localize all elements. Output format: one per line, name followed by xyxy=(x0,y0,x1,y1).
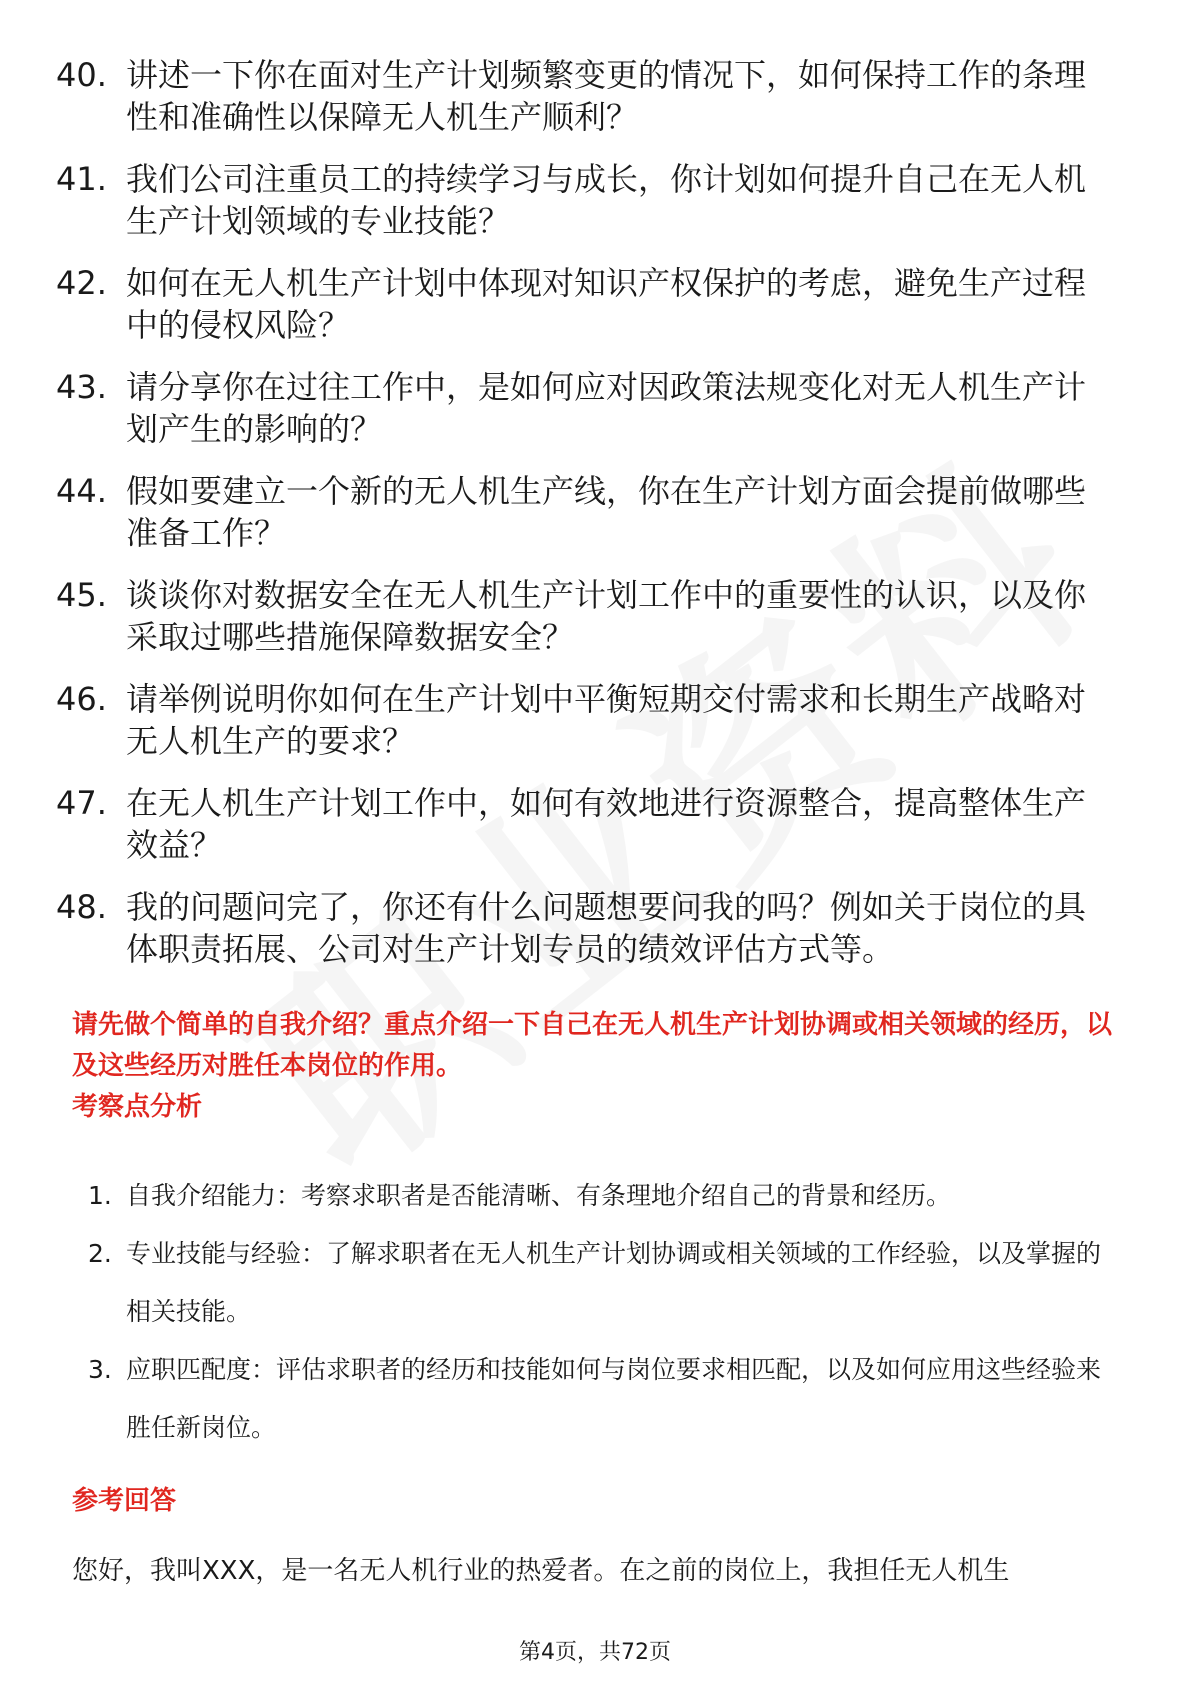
featured-question: 请先做个简单的自我介绍？重点介绍一下自己在无人机生产计划协调或相关领域的经历，以及这些经历对胜任本岗位的作用。 xyxy=(72,1010,1113,1081)
question-number: 46. xyxy=(56,680,107,718)
question-list xyxy=(56,54,1116,990)
analysis-text: 专业技能与经验：了解求职者在无人机生产计划协调或相关领域的工作经验，以及掌握的相关技能。 xyxy=(126,1239,1102,1326)
reference-answer: 您好，我叫XXX，是一名无人机行业的热爱者。在之前的岗位上，我担任无人机生 xyxy=(72,1556,1010,1586)
question-text: 我的问题问完了，你还有什么问题想要问我的吗？例如关于岗位的具体职责拓展、公司对生产计划专员的绩效评估方式等。 xyxy=(126,888,1087,968)
question-text: 请分享你在过往工作中，是如何应对因政策法规变化对无人机生产计划产生的影响的？ xyxy=(126,368,1087,448)
analysis-text: 自我介绍能力：考察求职者是否能清晰、有条理地介绍自己的背景和经历。 xyxy=(126,1181,952,1210)
question-text: 我们公司注重员工的持续学习与成长，你计划如何提升自己在无人机生产计划领域的专业技能？ xyxy=(126,160,1087,240)
question-number: 45. xyxy=(56,576,107,614)
analysis-item xyxy=(88,1167,1118,1225)
question-text: 假如要建立一个新的无人机生产线，你在生产计划方面会提前做哪些准备工作？ xyxy=(126,472,1087,552)
question-text: 请举例说明你如何在生产计划中平衡短期交付需求和长期生产战略对无人机生产的要求？ xyxy=(126,680,1087,760)
question-item xyxy=(56,678,1116,762)
question-number: 48. xyxy=(56,888,107,926)
question-text: 讲述一下你在面对生产计划频繁变更的情况下，如何保持工作的条理性和准确性以保障无人机生产顺利？ xyxy=(126,56,1087,136)
page-footer: 第4页，共72页 xyxy=(519,1640,671,1665)
question-item xyxy=(56,470,1116,554)
analysis-number: 2. xyxy=(88,1239,112,1268)
question-number: 43. xyxy=(56,368,107,406)
question-number: 40. xyxy=(56,56,107,94)
question-number: 47. xyxy=(56,784,107,822)
analysis-list xyxy=(88,1167,1118,1457)
question-item xyxy=(56,574,1116,658)
question-number: 44. xyxy=(56,472,107,510)
question-item xyxy=(56,158,1116,242)
analysis-heading: 考察点分析 xyxy=(72,1092,203,1122)
question-item xyxy=(56,782,1116,866)
analysis-text: 应职匹配度：评估求职者的经历和技能如何与岗位要求相匹配，以及如何应用这些经验来胜任新岗位。 xyxy=(126,1355,1102,1442)
analysis-item xyxy=(88,1225,1118,1341)
analysis-number: 1. xyxy=(88,1181,112,1210)
question-text: 如何在无人机生产计划中体现对知识产权保护的考虑，避免生产过程中的侵权风险？ xyxy=(126,264,1087,344)
question-item xyxy=(56,54,1116,138)
analysis-item xyxy=(88,1341,1118,1457)
question-item xyxy=(56,366,1116,450)
question-item xyxy=(56,262,1116,346)
question-item xyxy=(56,886,1116,970)
question-number: 41. xyxy=(56,160,107,198)
reference-heading: 参考回答 xyxy=(72,1486,177,1516)
question-number: 42. xyxy=(56,264,107,302)
question-text: 谈谈你对数据安全在无人机生产计划工作中的重要性的认识，以及你采取过哪些措施保障数据安全？ xyxy=(126,576,1087,656)
analysis-number: 3. xyxy=(88,1355,112,1384)
question-text: 在无人机生产计划工作中，如何有效地进行资源整合，提高整体生产效益？ xyxy=(126,784,1087,864)
